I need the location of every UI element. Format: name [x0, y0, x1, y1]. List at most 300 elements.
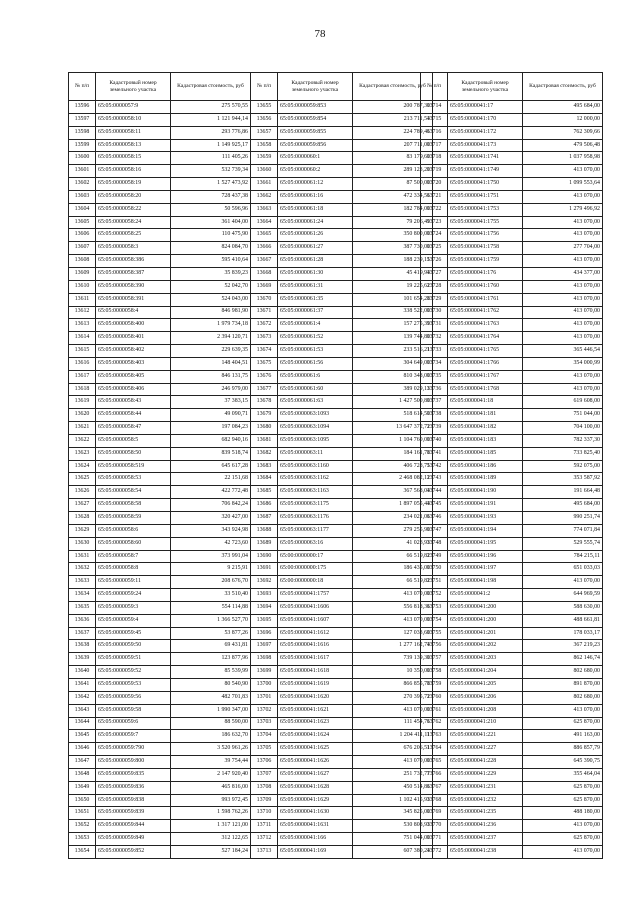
cadastral-number: 65:05:0000059:855 [278, 126, 353, 139]
row-number: 13730 [421, 306, 448, 319]
table-row [421, 768, 603, 781]
header-cadastral-number: Кадастровый номер земельного участка [448, 73, 523, 101]
table-row [69, 563, 251, 576]
row-number: 13760 [421, 691, 448, 704]
cadastral-value: 186 632,70 [171, 730, 251, 743]
row-number: 13684 [251, 473, 278, 486]
row-number: 13670 [251, 293, 278, 306]
cadastral-value: 891 870,00 [523, 678, 603, 691]
row-number: 13637 [69, 627, 96, 640]
cadastral-value: 12 000,00 [523, 113, 603, 126]
table-row [421, 319, 603, 332]
table-row [421, 216, 603, 229]
table-row [69, 190, 251, 203]
cadastral-value: 1 104 760,00 [353, 434, 433, 447]
cadastral-value: 993 972,45 [171, 794, 251, 807]
table-row [69, 473, 251, 486]
cadastral-value: 625 870,00 [523, 781, 603, 794]
table-row [251, 242, 433, 255]
table-row [421, 794, 603, 807]
row-number: 13633 [69, 576, 96, 589]
table-row [421, 601, 603, 614]
row-number: 13644 [69, 717, 96, 730]
row-number: 13665 [251, 229, 278, 242]
cadastral-number: 65:05:0000058:4 [96, 306, 171, 319]
cadastral-value: 518 614,50 [353, 409, 433, 422]
cadastral-value: 645 390,75 [523, 756, 603, 769]
cadastral-number: 65:05:0000058:7 [96, 550, 171, 563]
table-row [251, 126, 433, 139]
row-number: 13660 [251, 165, 278, 178]
row-number: 13642 [69, 691, 96, 704]
row-number: 13685 [251, 486, 278, 499]
row-number: 13656 [251, 113, 278, 126]
row-number: 13732 [421, 332, 448, 345]
table-row [69, 678, 251, 691]
row-number: 13714 [421, 101, 448, 114]
row-number: 13722 [421, 203, 448, 216]
row-number: 13634 [69, 589, 96, 602]
cadastral-value: 37 383,15 [171, 396, 251, 409]
cadastral-number: 65:05:0000061:52 [278, 332, 353, 345]
cadastral-number: 65:05:0000041:166 [278, 833, 353, 846]
table-row [69, 293, 251, 306]
row-number: 13608 [69, 255, 96, 268]
row-number: 13700 [251, 678, 278, 691]
cadastral-number: 65:05:0000041:189 [448, 473, 523, 486]
cadastral-value: 88 590,00 [171, 717, 251, 730]
row-number: 13715 [421, 113, 448, 126]
row-number: 13686 [251, 499, 278, 512]
table-row [421, 743, 603, 756]
row-number: 13599 [69, 139, 96, 152]
cadastral-number: 65:05:0000060:2 [278, 165, 353, 178]
cadastral-value: 413 070,00 [353, 614, 433, 627]
cadastral-number: 65:05:0000058:20 [96, 190, 171, 203]
table-row [421, 229, 603, 242]
cadastral-number: 65:05:0000041:1617 [278, 653, 353, 666]
cadastral-number: 65:05:0000041:181 [448, 409, 523, 422]
cadastral-value: 184 161,78 [353, 447, 433, 460]
table-row [421, 833, 603, 846]
table-row [251, 640, 433, 653]
cadastral-number: 65:05:0000059:835 [96, 768, 171, 781]
cadastral-number: 65:05:0000041:1629 [278, 794, 353, 807]
row-number: 13727 [421, 267, 448, 280]
cadastral-number: 65:05:0000041:195 [448, 537, 523, 550]
table-row [251, 422, 433, 435]
table-row [69, 807, 251, 820]
row-number: 13764 [421, 743, 448, 756]
table-row [421, 101, 603, 114]
cadastral-value: 607 380,24 [353, 845, 433, 858]
cadastral-number: 65:05:0000058:44 [96, 409, 171, 422]
table-row [69, 820, 251, 833]
cadastral-value: 1 277 162,74 [353, 640, 433, 653]
cadastral-value: 139 744,80 [353, 332, 433, 345]
row-number: 13631 [69, 550, 96, 563]
row-number: 13620 [69, 409, 96, 422]
cadastral-number: 65:05:0000041:232 [448, 794, 523, 807]
cadastral-value: 345 825,00 [353, 807, 433, 820]
cadastral-value: 733 825,40 [523, 447, 603, 460]
table-row [421, 756, 603, 769]
cadastral-value: 625 870,00 [523, 717, 603, 730]
cadastral-value: 69 431,81 [171, 640, 251, 653]
table-row [421, 306, 603, 319]
table-row [251, 190, 433, 203]
cadastral-value: 413 070,00 [523, 280, 603, 293]
table-row [421, 678, 603, 691]
cadastral-value: 644 969,59 [523, 589, 603, 602]
cadastral-value: 1 897 055,44 [353, 499, 433, 512]
cadastral-value: 9 215,91 [171, 563, 251, 576]
table-row [421, 165, 603, 178]
table-row [421, 409, 603, 422]
row-number: 13609 [69, 267, 96, 280]
cadastral-number: 65:05:0000041:1606 [278, 601, 353, 614]
cadastral-table-1 [68, 72, 251, 859]
cadastral-number: 65:05:0000041:186 [448, 460, 523, 473]
cadastral-value: 739 139,30 [353, 653, 433, 666]
cadastral-value: 406 728,75 [353, 460, 433, 473]
cadastral-value: 532 739,34 [171, 165, 251, 178]
table-row [69, 743, 251, 756]
cadastral-number: 65:05:0000059:836 [96, 781, 171, 794]
row-number: 13681 [251, 434, 278, 447]
cadastral-number: 65:05:0000059:849 [96, 833, 171, 846]
cadastral-number: 65:05:0000041:198 [448, 576, 523, 589]
cadastral-value: 704 100,00 [523, 422, 603, 435]
cadastral-number: 65:05:0000061:53 [278, 345, 353, 358]
cadastral-number: 65:05:0000041:235 [448, 807, 523, 820]
cadastral-value: 1 099 553,64 [523, 178, 603, 191]
table-row [421, 614, 603, 627]
row-number: 13742 [421, 460, 448, 473]
cadastral-value: 413 070,00 [523, 229, 603, 242]
table-row [69, 101, 251, 114]
row-number: 13743 [421, 473, 448, 486]
row-number: 13772 [421, 845, 448, 858]
cadastral-number: 65:05:0000061:26 [278, 229, 353, 242]
row-number: 13695 [251, 614, 278, 627]
row-number: 13741 [421, 447, 448, 460]
cadastral-value: 251 732,77 [353, 768, 433, 781]
cadastral-value: 802 680,00 [523, 691, 603, 704]
row-number: 13649 [69, 781, 96, 794]
row-number: 13646 [69, 743, 96, 756]
page-number: 78 [314, 28, 326, 40]
row-number: 13632 [69, 563, 96, 576]
cadastral-number: 65:05:0000061:60 [278, 383, 353, 396]
table-row [69, 409, 251, 422]
cadastral-value: 111 454,76 [353, 717, 433, 730]
row-number: 13728 [421, 280, 448, 293]
table-row [251, 768, 433, 781]
row-number: 13716 [421, 126, 448, 139]
cadastral-value: 413 070,00 [523, 576, 603, 589]
table-row [251, 293, 433, 306]
cadastral-value: 524 043,00 [171, 293, 251, 306]
row-number: 13765 [421, 756, 448, 769]
table-row [251, 267, 433, 280]
row-number: 13664 [251, 216, 278, 229]
table-row [421, 653, 603, 666]
table-row [69, 524, 251, 537]
row-number: 13761 [421, 704, 448, 717]
cadastral-number: 65:05:0000041:229 [448, 768, 523, 781]
cadastral-value: 304 649,00 [353, 357, 433, 370]
cadastral-value: 846 131,75 [171, 370, 251, 383]
cadastral-number: 65:05:0000041:1756 [448, 229, 523, 242]
cadastral-value: 367 568,04 [353, 486, 433, 499]
cadastral-number: 65:05:0000059:852 [96, 845, 171, 858]
table-row [421, 370, 603, 383]
cadastral-value: 465 816,00 [171, 781, 251, 794]
cadastral-number: 65:05:0000041:1625 [278, 743, 353, 756]
cadastral-number: 65:05:0000041:238 [448, 845, 523, 858]
cadastral-number: 65:05:0000058:43 [96, 396, 171, 409]
cadastral-value: 355 464,04 [523, 768, 603, 781]
cadastral-value: 1 527 473,92 [171, 178, 251, 191]
cadastral-value: 782 337,30 [523, 434, 603, 447]
cadastral-value: 651 033,03 [523, 563, 603, 576]
cadastral-value: 277 704,00 [523, 242, 603, 255]
row-number: 13635 [69, 601, 96, 614]
cadastral-number: 65:05:0000059:58 [96, 704, 171, 717]
cadastral-value: 862 146,74 [523, 653, 603, 666]
cadastral-value: 588 630,00 [523, 601, 603, 614]
row-number: 13753 [421, 601, 448, 614]
cadastral-value: 80 540,90 [171, 678, 251, 691]
cadastral-value: 592 075,00 [523, 460, 603, 473]
cadastral-number: 65:05:0000058:11 [96, 126, 171, 139]
row-number: 13755 [421, 627, 448, 640]
cadastral-number: 65:05:0000059:856 [278, 139, 353, 152]
cadastral-number: 65:05:0000059:52 [96, 666, 171, 679]
row-number: 13683 [251, 460, 278, 473]
cadastral-number: 65:05:0000041:1630 [278, 807, 353, 820]
cadastral-value: 213 711,54 [353, 113, 433, 126]
table-row [69, 833, 251, 846]
cadastral-number: 65:05:0000058:53 [96, 473, 171, 486]
cadastral-value: 353 587,92 [523, 473, 603, 486]
cadastral-value: 186 435,00 [353, 563, 433, 576]
cadastral-number: 65:05:0000058:386 [96, 255, 171, 268]
table-row [421, 152, 603, 165]
cadastral-number: 65:05:0000059:50 [96, 640, 171, 653]
table-row [421, 203, 603, 216]
row-number: 13619 [69, 396, 96, 409]
row-number: 13735 [421, 370, 448, 383]
row-number: 13645 [69, 730, 96, 743]
cadastral-value: 289 123,20 [353, 165, 433, 178]
cadastral-value: 270 395,72 [353, 691, 433, 704]
row-number: 13627 [69, 499, 96, 512]
table-row [69, 165, 251, 178]
cadastral-value: 50 596,96 [171, 203, 251, 216]
cadastral-number: 65:05:0000059:800 [96, 756, 171, 769]
cadastral-value: 188 239,15 [353, 255, 433, 268]
row-number: 13615 [69, 345, 96, 358]
cadastral-number: 65:05:0000058:25 [96, 229, 171, 242]
cadastral-value: 13 647 372,72 [353, 422, 433, 435]
table-row [421, 383, 603, 396]
cadastral-value: 472 334,56 [353, 190, 433, 203]
cadastral-number: 65:05:0000041:1766 [448, 357, 523, 370]
cadastral-number: 65:05:0000041:205 [448, 678, 523, 691]
cadastral-number: 65:05:0000041:17 [448, 101, 523, 114]
cadastral-number: 65:05:0000059:56 [96, 691, 171, 704]
cadastral-number: 65:05:0000063:1177 [278, 524, 353, 537]
cadastral-value: 208 676,70 [171, 576, 251, 589]
row-number: 13750 [421, 563, 448, 576]
cadastral-number: 65:05:0000059:6 [96, 717, 171, 730]
cadastral-number: 65:05:0000058:50 [96, 447, 171, 460]
table-row [251, 383, 433, 396]
row-number: 13682 [251, 447, 278, 460]
table-row [69, 383, 251, 396]
table-row [69, 267, 251, 280]
table-row [69, 845, 251, 858]
table-row [251, 332, 433, 345]
cadastral-number: 65:05:0000059:853 [278, 101, 353, 114]
cadastral-value: 676 206,51 [353, 743, 433, 756]
row-number: 13756 [421, 640, 448, 653]
cadastral-number: 65:05:0000058:3 [96, 242, 171, 255]
cadastral-value: 389 029,13 [353, 383, 433, 396]
cadastral-value: 619 608,00 [523, 396, 603, 409]
table-row [251, 370, 433, 383]
table-row [69, 691, 251, 704]
cadastral-value: 338 522,00 [353, 306, 433, 319]
table-row [251, 178, 433, 191]
cadastral-number: 65:05:0000058:10 [96, 113, 171, 126]
table-row [421, 396, 603, 409]
table-row [421, 730, 603, 743]
row-number: 13718 [421, 152, 448, 165]
row-number: 13744 [421, 486, 448, 499]
cadastral-value: 343 924,98 [171, 524, 251, 537]
table-row [421, 845, 603, 858]
cadastral-value: 413 070,00 [523, 820, 603, 833]
cadastral-number: 65:05:0000063:1160 [278, 460, 353, 473]
row-number: 13711 [251, 820, 278, 833]
row-number: 13629 [69, 524, 96, 537]
table-row [421, 139, 603, 152]
cadastral-number: 65:05:0000041:221 [448, 730, 523, 743]
cadastral-number: 65:05:0000058:19 [96, 178, 171, 191]
table-row [421, 178, 603, 191]
cadastral-value: 645 617,28 [171, 460, 251, 473]
table-row [421, 332, 603, 345]
cadastral-number: 65:05:0000061:30 [278, 267, 353, 280]
table-row [251, 537, 433, 550]
cadastral-number: 65:05:0000058:16 [96, 165, 171, 178]
row-number: 13752 [421, 589, 448, 602]
cadastral-value: 450 514,86 [353, 781, 433, 794]
table-row [251, 550, 433, 563]
cadastral-number: 65:05:0000041:176 [448, 267, 523, 280]
cadastral-number: 65:05:0000041:1620 [278, 691, 353, 704]
table-row [69, 319, 251, 332]
table-row [421, 447, 603, 460]
cadastral-number: 65:05:0000041:1607 [278, 614, 353, 627]
table-row [421, 357, 603, 370]
row-number: 13758 [421, 666, 448, 679]
cadastral-number: 65:05:0000041:1628 [278, 781, 353, 794]
cadastral-value: 22 151,68 [171, 473, 251, 486]
row-number: 13661 [251, 178, 278, 191]
table-row [251, 512, 433, 525]
cadastral-number: 65:05:0000041:170 [448, 113, 523, 126]
row-number: 13726 [421, 255, 448, 268]
header-cadastral-number: Кадастровый номер земельного участка [278, 73, 353, 101]
row-number: 13736 [421, 383, 448, 396]
cadastral-number: 65:05:0000058:15 [96, 152, 171, 165]
cadastral-number: 65:05:0000041:200 [448, 614, 523, 627]
table-row [251, 794, 433, 807]
cadastral-value: 33 510,40 [171, 589, 251, 602]
cadastral-value: 491 163,00 [523, 730, 603, 743]
row-number: 13604 [69, 203, 96, 216]
cadastral-number: 65:05:0000063:1175 [278, 499, 353, 512]
cadastral-number: 65:05:0000041:203 [448, 653, 523, 666]
cadastral-number: 65:05:0000041:18 [448, 396, 523, 409]
cadastral-number: 65:05:0000041:172 [448, 126, 523, 139]
table-row [251, 152, 433, 165]
cadastral-number: 65:05:0000063:1094 [278, 422, 353, 435]
row-number: 13640 [69, 666, 96, 679]
cadastral-value: 42 723,60 [171, 537, 251, 550]
cadastral-value: 233 516,21 [353, 345, 433, 358]
row-number: 13625 [69, 473, 96, 486]
row-number: 13648 [69, 768, 96, 781]
table-row [69, 589, 251, 602]
row-number: 13605 [69, 216, 96, 229]
table-row [69, 152, 251, 165]
cadastral-number: 65:05:0000041:1758 [448, 242, 523, 255]
table-row [251, 691, 433, 704]
table-row [251, 589, 433, 602]
table-row [421, 190, 603, 203]
row-number: 13651 [69, 807, 96, 820]
cadastral-number: 65:05:0000058:402 [96, 345, 171, 358]
cadastral-value: 123 877,96 [171, 653, 251, 666]
cadastral-value: 413 070,00 [523, 370, 603, 383]
cadastral-number: 65:05:0000041:1631 [278, 820, 353, 833]
table-row [421, 422, 603, 435]
table-row [421, 640, 603, 653]
cadastral-number: 65:05:0000041:1757 [278, 589, 353, 602]
cadastral-value: 413 070,00 [353, 756, 433, 769]
table-row [69, 730, 251, 743]
table-row [69, 601, 251, 614]
cadastral-number: 65:05:0000041:1627 [278, 768, 353, 781]
cadastral-value: 751 044,00 [523, 409, 603, 422]
table-row [69, 370, 251, 383]
cadastral-value: 111 405,26 [171, 152, 251, 165]
row-number: 13757 [421, 653, 448, 666]
table-row [251, 601, 433, 614]
row-number: 13606 [69, 229, 96, 242]
cadastral-number: 65:05:0000041:1621 [278, 704, 353, 717]
row-number: 13596 [69, 101, 96, 114]
cadastral-number: 65:05:0000041:1612 [278, 627, 353, 640]
row-number: 13729 [421, 293, 448, 306]
cadastral-number: 65:05:0000063:11 [278, 447, 353, 460]
row-number: 13770 [421, 820, 448, 833]
